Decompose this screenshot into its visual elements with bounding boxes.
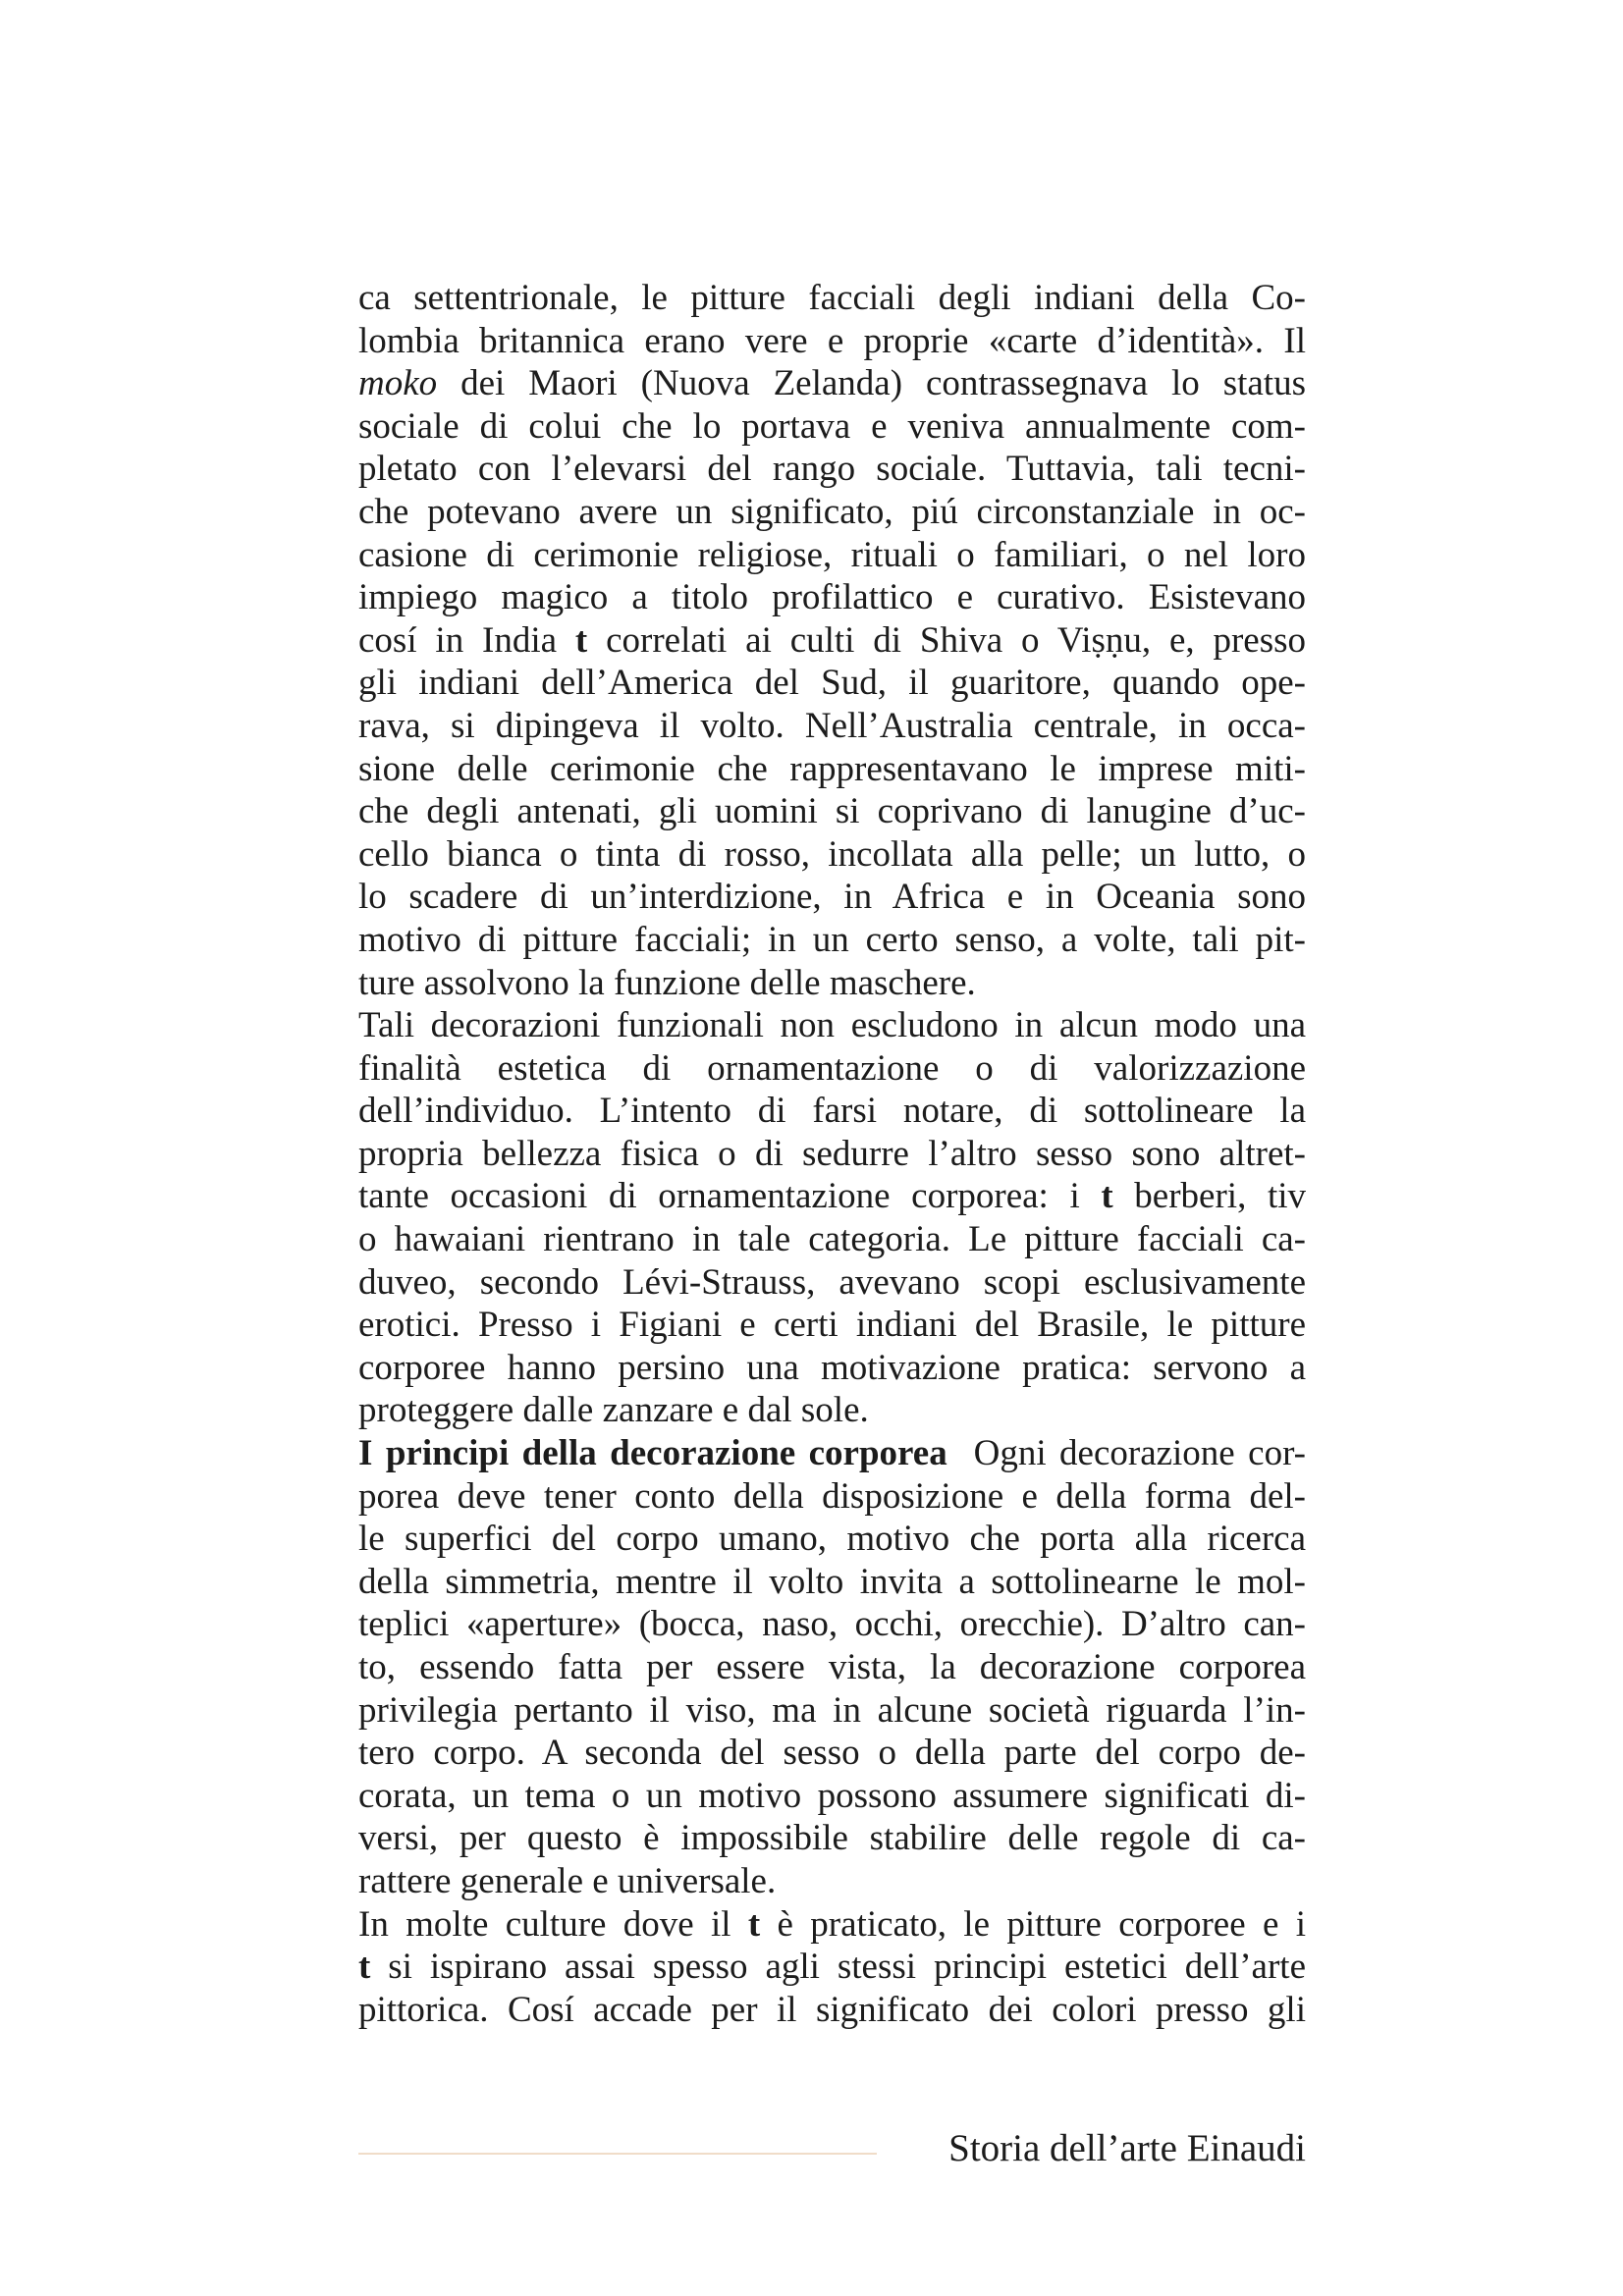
text-line: corata, un tema o un motivo possono assumere significati di- xyxy=(358,1775,1306,1816)
text-line: erotici. Presso i Figiani e certi indiani del Brasile, le pitture xyxy=(358,1305,1306,1346)
text-line: In molte culture dove il t è praticato, le pitture corporee e i xyxy=(358,1903,1306,1945)
text-line: duveo, secondo Lévi-Strauss, avevano scopi esclusivamente xyxy=(358,1261,1306,1303)
text-line: versi, per questo è impossibile stabilire delle regole di ca- xyxy=(358,1818,1306,1859)
text-line: pittorica. Cosí accade per il significato dei colori presso gli xyxy=(358,1989,1306,2030)
text-line: motivo di pitture facciali; in un certo senso, a volte, tali pit- xyxy=(358,919,1306,960)
section-heading: I principi della decorazione corporea xyxy=(358,1433,947,1474)
text-line: privilegia pertanto il viso, ma in alcune società riguarda l’in- xyxy=(358,1689,1306,1731)
text-line: tero corpo. A seconda del sesso o della parte del corpo de- xyxy=(358,1733,1306,1774)
text-line: rattere generale e universale. xyxy=(358,1860,777,1901)
text-line: impiego magico a titolo profilattico e curativo. Esistevano xyxy=(358,577,1306,618)
text-line: proteggere dalle zanzare e dal sole. xyxy=(358,1390,869,1431)
footer-rule xyxy=(358,2153,877,2155)
text-line: Tali decorazioni funzionali non escludono in alcun modo una xyxy=(358,1005,1306,1046)
text-line: propria bellezza fisica o di sedurre l’altro sesso sono altret- xyxy=(358,1133,1306,1174)
text-line: casione di cerimonie religiose, rituali o familiari, o nel loro xyxy=(358,534,1306,575)
text-line: dell’individuo. L’intento di farsi notare, di sottolineare la xyxy=(358,1091,1306,1132)
text-line: che degli antenati, gli uomini si coprivano di lanugine d’uc- xyxy=(358,791,1306,832)
text-line: della simmetria, mentre il volto invita a sottolinearne le mol- xyxy=(358,1561,1306,1602)
text-line: cosí in India t correlati ai culti di Shiva o Viṣṇu, e, presso xyxy=(358,619,1307,661)
text-line: ture assolvono la funzione delle maschere. xyxy=(358,962,976,1003)
text-line: gli indiani dell’America del Sud, il guaritore, quando ope- xyxy=(358,663,1306,704)
text-line: o hawaiani rientrano in tale categoria. Le pitture facciali ca- xyxy=(358,1219,1306,1260)
text-line: teplici «aperture» (bocca, naso, occhi, orecchie). D’altro can- xyxy=(358,1604,1306,1645)
text-line: ca settentrionale, le pitture facciali degli indiani della Co- xyxy=(358,278,1306,318)
section-heading-continuation: Ogni decorazione cor- xyxy=(973,1433,1306,1474)
text-line: pletato con l’elevarsi del rango sociale. Tuttavia, tali tecni- xyxy=(358,449,1306,490)
text-line: to, essendo fatta per essere vista, la decorazione corporea xyxy=(358,1647,1306,1687)
text-line: tante occasioni di ornamentazione corporea: i t berberi, tiv xyxy=(358,1176,1306,1217)
text-line: che potevano avere un significato, piú circonstanziale in oc- xyxy=(358,491,1306,532)
text-line: le superfici del corpo umano, motivo che porta alla ricerca xyxy=(358,1519,1306,1560)
text-line: sione delle cerimonie che rappresentavano le imprese miti- xyxy=(358,748,1306,789)
body-text xyxy=(358,277,1306,2031)
text-line: sociale di colui che lo portava e veniva annualmente com- xyxy=(358,405,1306,447)
text-line: corporee hanno persino una motivazione pratica: servono a xyxy=(358,1347,1306,1388)
text-line: porea deve tener conto della disposizione e della forma del- xyxy=(358,1475,1306,1517)
text-line: lombia britannica erano vere e proprie «carte d’identità». Il xyxy=(358,320,1306,361)
text-line-with-heading xyxy=(358,1432,1306,1475)
text-line: rava, si dipingeva il volto. Nell’Australia centrale, in occa- xyxy=(358,705,1306,746)
footer-title: Storia dell’arte Einaudi xyxy=(948,2127,1306,2169)
text-line: finalità estetica di ornamentazione o di valorizzazione xyxy=(358,1047,1306,1089)
text-line: moko dei Maori (Nuova Zelanda) contrassegnava lo status xyxy=(358,363,1306,404)
text-line: t si ispirano assai spesso agli stessi principi estetici dell’arte xyxy=(358,1947,1306,1988)
text-line: lo scadere di un’interdizione, in Africa e in Oceania sono xyxy=(358,877,1306,918)
text-line: cello bianca o tinta di rosso, incollata alla pelle; un lutto, o xyxy=(358,833,1306,875)
